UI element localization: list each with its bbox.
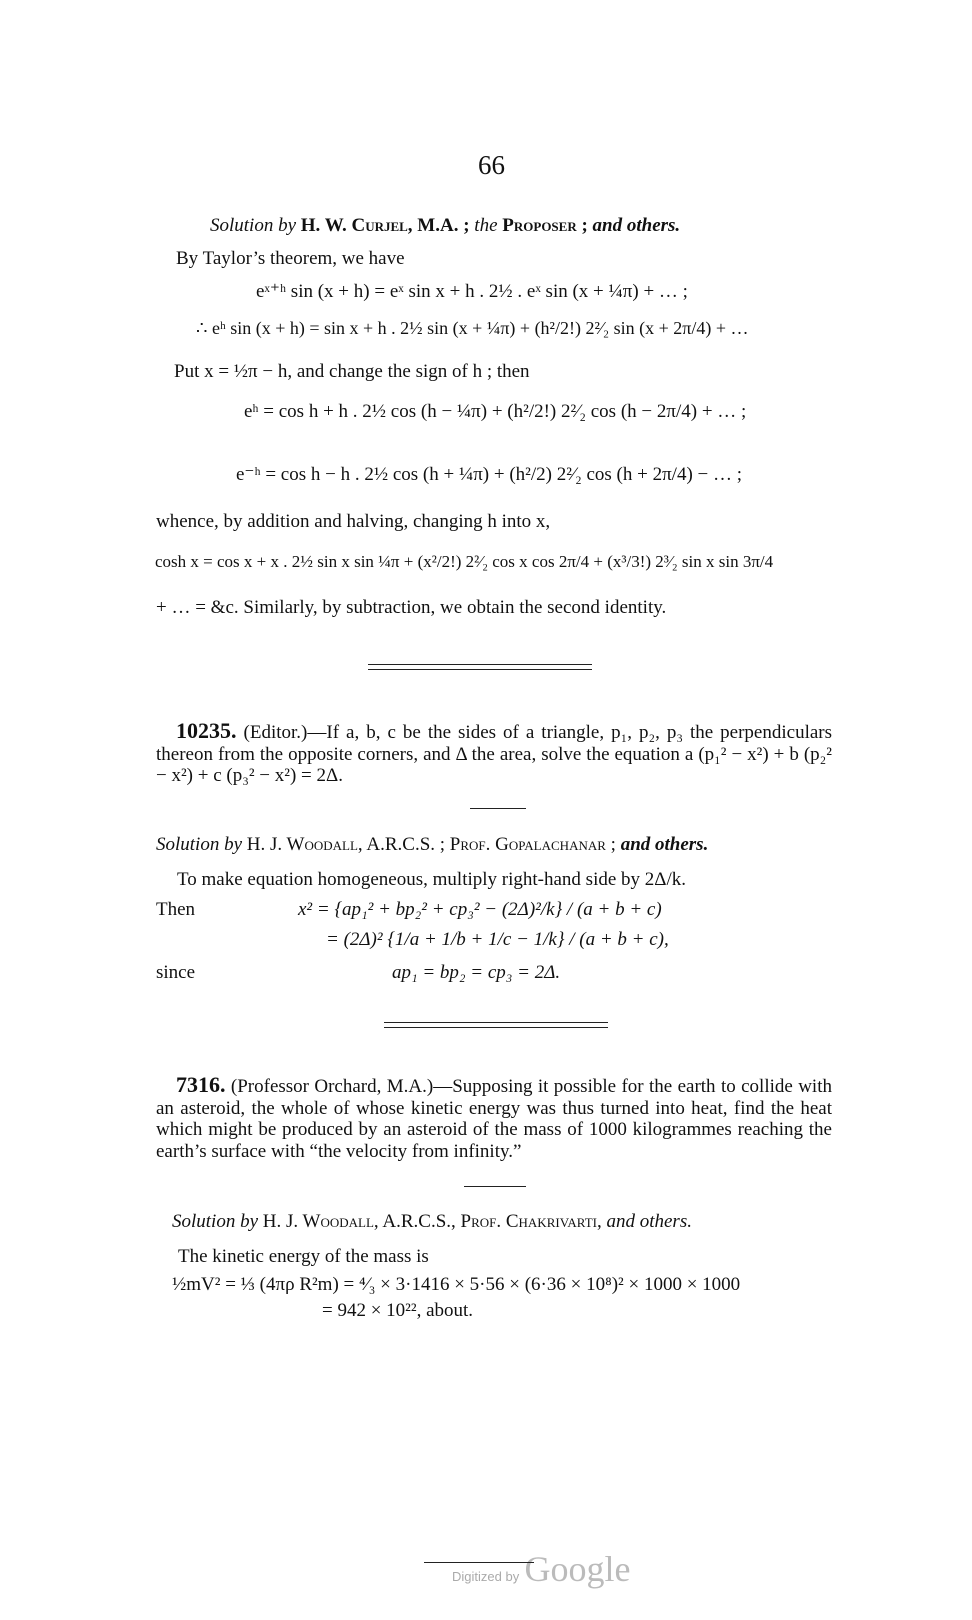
page-number: 66 bbox=[478, 150, 505, 180]
text-line: By Taylor’s theorem, we have bbox=[176, 248, 405, 269]
equation-line: ∴ eʰ sin (x + h) = sin x + h . 2½ sin (x + ¼π) + (h²/2!) 2²⁄₂ sin (x + 2π/4) + … bbox=[196, 318, 749, 338]
equation-line: eʰ = cos h + h . 2½ cos (h − ¼π) + (h²/2!) 2²⁄₂ cos (h − 2π/4) + … ; bbox=[244, 401, 747, 422]
digitized-by-google-watermark bbox=[452, 1548, 630, 1590]
equation-line: ½mV² = ⅓ (4πρ R²m) = ⁴⁄₃ × 3·1416 × 5·56 × (6·36 × 10⁸)² × 1000 × 1000 bbox=[172, 1274, 741, 1295]
and-others: and others. bbox=[592, 215, 681, 236]
digitized-by-text: Digitized by bbox=[452, 1569, 520, 1584]
section-divider bbox=[384, 1022, 608, 1028]
equation-line: = 942 × 10²², about. bbox=[322, 1300, 474, 1321]
equation-line: ap₁ = bp₂ = cp₃ = 2Δ. bbox=[392, 962, 561, 983]
text-line: Put x = ½π − h, and change the sign of h ; then bbox=[174, 361, 530, 382]
divider bbox=[470, 808, 526, 809]
problem-number: 7316. bbox=[176, 1072, 226, 1097]
equation-line: e⁻ʰ = cos h − h . 2½ cos (h + ¼π) + (h²/2) 2²⁄₂ cos (h + 2π/4) − … ; bbox=[236, 464, 743, 485]
solution-by-label: Solution by bbox=[156, 834, 243, 855]
problem-7316 bbox=[156, 1074, 832, 1162]
section-divider bbox=[368, 664, 592, 670]
solution-by-label: Solution by bbox=[172, 1211, 259, 1232]
text-line: whence, by addition and halving, changing h into x, bbox=[156, 511, 551, 532]
text-line: To make equation homogeneous, multiply right-hand side by 2Δ/k. bbox=[177, 869, 687, 890]
google-logo: Google bbox=[524, 1549, 631, 1589]
solution-heading-1 bbox=[210, 215, 680, 237]
since-label: since bbox=[156, 962, 196, 983]
then-label: Then bbox=[156, 899, 196, 920]
and-others: and others. bbox=[620, 834, 709, 855]
solution-authors: H. J. Woodall, A.R.C.S. ; Prof. Gopalachanar ; bbox=[246, 834, 616, 855]
text-line: The kinetic energy of the mass is bbox=[178, 1246, 429, 1267]
equation-line: x² = {ap₁² + bp₂² + cp₃² − (2Δ)²/k} / (a + b + c) bbox=[298, 899, 662, 920]
problem-text: (Editor.)—If a, b, c be the sides of a triangle, p₁, p₂, p₃ the perpendiculars thereon from the opposite corners, and Δ the area, solve the equation a (p₁² − x²) + b (p₂² − x²) + c (p₃² − x²) = 2Δ. bbox=[156, 722, 833, 786]
divider bbox=[464, 1186, 526, 1187]
solution-authors: H. J. Woodall, A.R.C.S., Prof. Chakrivarti, bbox=[262, 1211, 602, 1232]
equation-line: cosh x = cos x + x . 2½ sin x sin ¼π + (x²/2!) 2²⁄₂ cos x cos 2π/4 + (x³/3!) 2³⁄₂ sin x sin 3π/4 bbox=[155, 552, 774, 571]
solution-heading-2 bbox=[156, 834, 708, 856]
problem-10235 bbox=[156, 720, 832, 787]
equation-line: = (2Δ)² {1/a + 1/b + 1/c − 1/k} / (a + b + c), bbox=[326, 929, 669, 950]
proposer: Proposer ; bbox=[502, 215, 588, 236]
footer-line bbox=[424, 1562, 534, 1563]
and-others: and others. bbox=[606, 1211, 692, 1232]
solution-by-label: Solution by bbox=[210, 215, 297, 236]
problem-text: (Professor Orchard, M.A.)—Supposing it possible for the earth to collide with an asteroid, the whole of whose kinetic energy was thus turned into heat, find the heat which might be produced by an asteroid of the mass of 1000 kilogrammes reaching the earth’s surface with “the velocity from infinity.” bbox=[156, 1076, 832, 1162]
solution-heading-3 bbox=[172, 1211, 692, 1233]
problem-number: 10235. bbox=[176, 718, 237, 743]
text-line: + … = &c. Similarly, by subtraction, we obtain the second identity. bbox=[156, 597, 667, 618]
solution-authors: H. W. Curjel, M.A. ; bbox=[300, 215, 470, 236]
equation-line: eˣ⁺ʰ sin (x + h) = eˣ sin x + h . 2½ . eˣ sin (x + ¼π) + … ; bbox=[256, 281, 688, 302]
proposer-article: the bbox=[474, 215, 498, 236]
